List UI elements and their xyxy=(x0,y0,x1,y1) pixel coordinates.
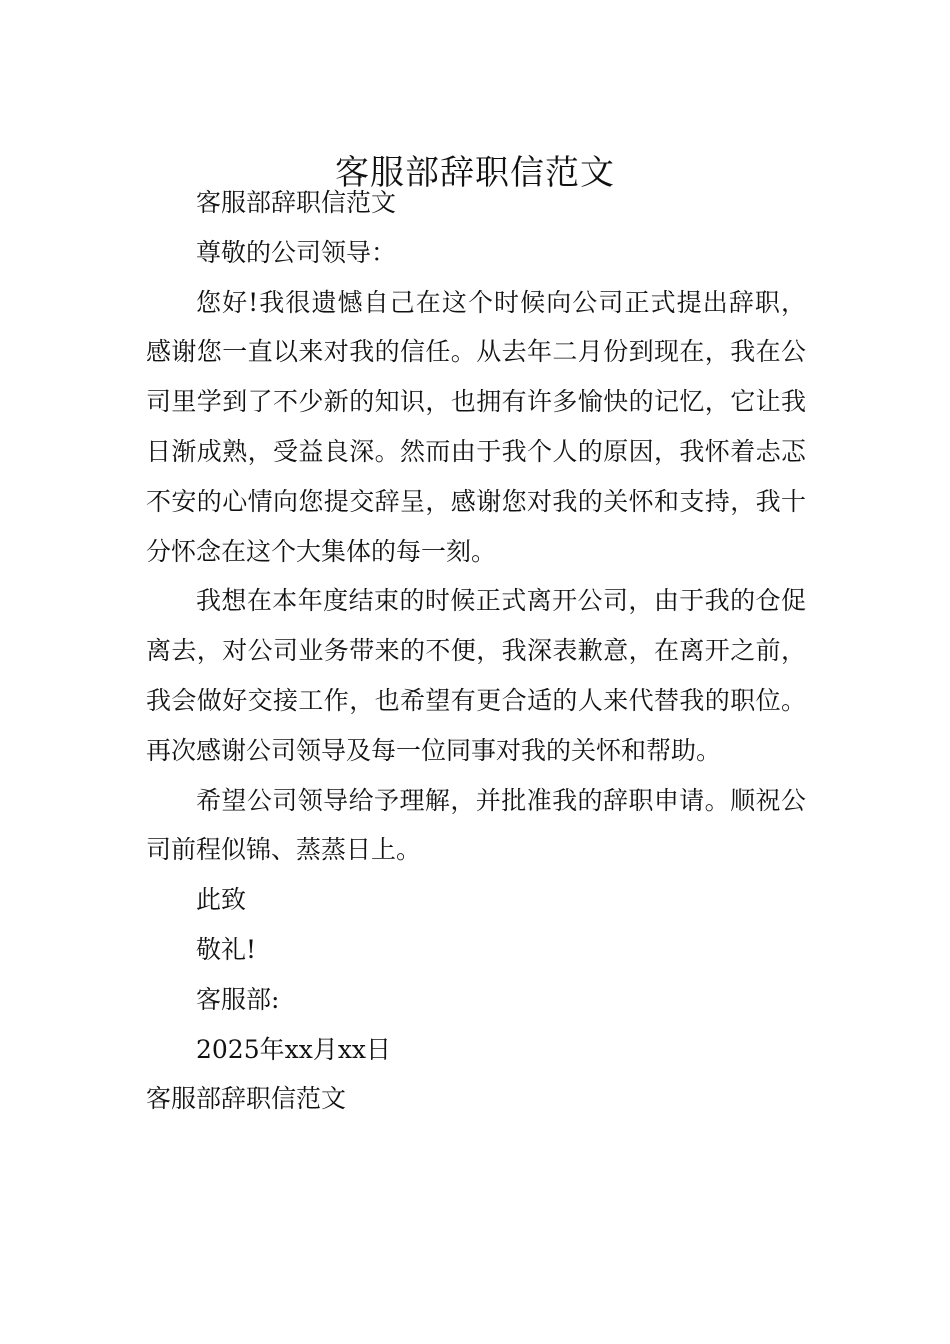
salutation: 尊敬的公司领导： xyxy=(196,237,397,267)
paragraph-2: 我想在本年度结束的时候正式离开公司，由于我的仓促离去，对公司业务带来的不便，我深表歉意，在离开之前，我会做好交接工作，也希望有更合适的人来代替我的职位。再次感谢公司领导及每一位同事对我的关怀和帮助。 xyxy=(146,586,806,765)
signature: 客服部: xyxy=(196,984,280,1014)
footer-line: 客服部辞职信范文 xyxy=(146,1084,347,1114)
paragraph-1: 您好!我很遗憾自己在这个时候向公司正式提出辞职，感谢您一直以来对我的信任。从去年二月份到现在，我在公司里学到了不少新的知识，也拥有许多愉快的记忆，它让我日渐成熟，受益良深。然而由于我个人的原因，我怀着忐忑不安的心情向您提交辞呈，感谢您对我的关怀和支持，我十分怀念在这个大集体的每一刻。 xyxy=(146,287,806,566)
subtitle-line: 客服部辞职信范文 xyxy=(196,188,397,217)
date: 2025年xx月xx日 xyxy=(196,1034,392,1064)
letter-body xyxy=(146,178,806,1124)
closing-line-1: 此致 xyxy=(196,885,247,915)
closing-line-2: 敬礼! xyxy=(196,934,257,964)
paragraph-3: 希望公司领导给予理解，并批准我的辞职申请。顺祝公司前程似锦、蒸蒸日上。 xyxy=(146,785,806,865)
document-title: 客服部辞职信范文 xyxy=(335,152,615,193)
